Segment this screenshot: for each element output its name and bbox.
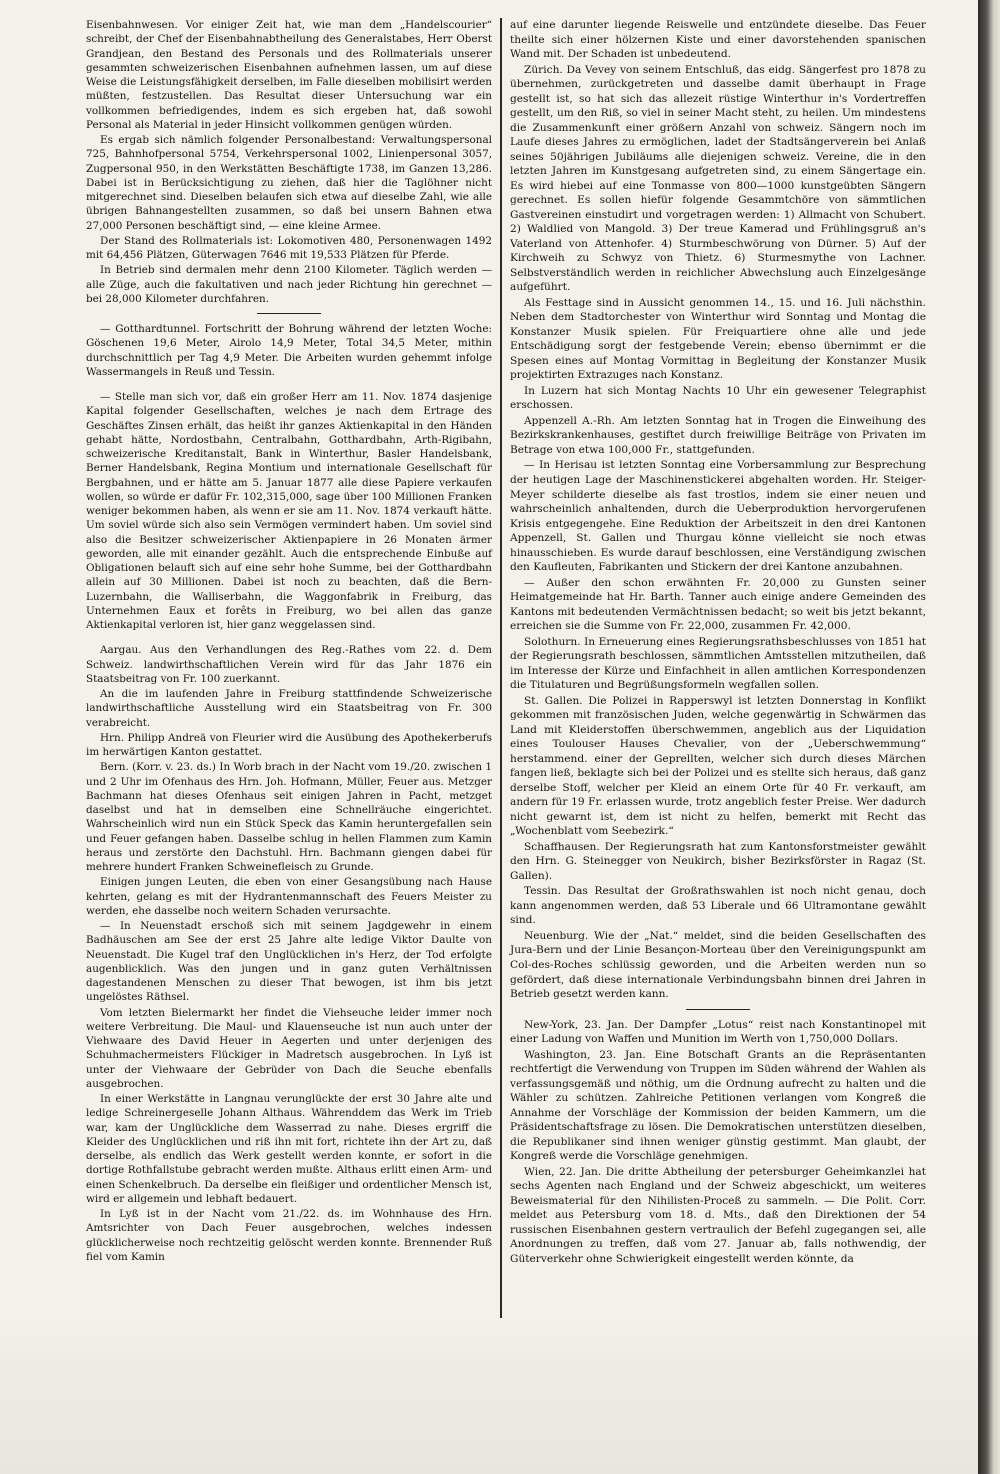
article-festtage: Als Festtage sind in Aussicht genommen 14., 15. und 16. Juli nächsthin. Neben dem Stadtorchester von Winterthur wird Sonntag und Montag die Konstanzer Musik spielen. Für Freiquartiere ohne alle und jede Entschädigung sorgt der festgebende Verein; ebenso übernimmt er die Spesen eines auf Montag Vormittag in Begleitung der Konstanzer Musik projektirten Extrazuges nach Konstanz. <box>510 296 926 382</box>
article-viehseuche: Vom letzten Bielermarkt her findet die Viehseuche leider immer noch weitere Verbreitung. Die Maul- und Klauenseuche ist nun auch unter der Viehwaare des David Heuer in Aegerten und unter derjenigen des Schuhmachermeisters Flückiger in Madretsch ausgebrochen. In Lyß ist unter der Viehwaare der Gebrüder von Dach die Seuche ebenfalls ausgebrochen. <box>86 1006 492 1090</box>
article-lyss: In Lyß ist in der Nacht vom 21./22. ds. im Wohnhause des Hrn. Amtsrichter von Dach Feuer ausgebrochen, welches indessen glücklicherweise noch rechtzeitig gelöscht werden konnte. Brennender Ruß fiel vom Kamin <box>86 1208 492 1263</box>
article-aargau: Aargau. Aus den Verhandlungen des Reg.-Rathes vom 22. d. Dem Schweiz. landwirthschaftlichen Verein wird für das Jahr 1876 ein Staatsbeitrag von Fr. 100 zuerkannt. <box>86 644 492 685</box>
column-divider <box>500 18 502 1318</box>
article-aktienkapital: — Stelle man sich vor, daß ein großer Herr am 11. Nov. 1874 dasjenige Kapital folgender Gesellschaften, welches je nach dem Ertrage des Geschäftes Zinsen erhält, das heißt ihr ganzes Aktienkapital in den Händen gehabt hätte, Nordostbahn, Centralbahn, Gotthardbahn, Arth-Rigibahn, schweizerische Kreditanstalt, Bank in Winterthur, Basler Handelsbank, Berner Handelsbank, Regina Montium und internationale Gesellschaft für Bergbahnen, und er hätte am 5. Januar 1877 alle diese Papiere verkaufen wollen, so würde er dafür Fr. 102,315,000, sage über 100 Millionen Franken weniger bekommen haben, als wenn er sie am 11. Nov. 1874 verkauft hätte. Um soviel würde sich also sein Vermögen vermindert haben. Um soviel sind also die Besitzer schweizerischer Aktienpapiere in 26 Monaten ärmer geworden, alle mit einander gezählt. Auch die entsprechende Einbuße auf Obligationen belauft sich auf eine sehr hohe Summe, bei der Gotthardbahn allein auf 30 Millionen. Dabei ist noch zu beachten, daß die Bern-Luzernbahn, die Walliserbahn, die Waggonfabrik in Freiburg, das Unternehmen Eaux et forêts in Freiburg, wo bei allen das ganze Aktienkapital verloren ist, hier ganz weggelassen sind. <box>86 391 492 631</box>
article-lyss-continued: auf eine darunter liegende Reiswelle und entzündete dieselbe. Das Feuer theilte sich einer hölzernen Kiste und einer davorstehenden spanischen Wand mit. Der Schaden ist unbedeutend. <box>510 19 926 61</box>
article-tanner: — Außer den schon erwähnten Fr. 20,000 zu Gunsten seiner Heimatgemeinde hat Hr. Barth. Tanner auch einige andere Gemeinden des Kantons mit bedeutenden Vermächtnissen bedacht; so weit bis jetzt bekannt, erreichen sie die Summe von Fr. 22,000, zusammen Fr. 42,000. <box>510 576 926 633</box>
article-neuenburg: Neuenburg. Wie der „Nat.“ meldet, sind die beiden Gesellschaften des Jura-Bern und der Linie Besançon-Morteau über den Vereinigungspunkt am Col-des-Roches schlüssig geworden, und die Arbeiten werden nun so gefördert, daß diese internationale Verbindungsbahn binnen drei Jahren in Betrieb gesetzt werden kann. <box>510 929 926 1001</box>
article-rollmaterial: Der Stand des Rollmaterials ist: Lokomotiven 480, Personenwagen 1492 mit 64,456 Plätzen, Güterwagen 7646 mit 19,533 Plätzen für Pferde. <box>86 234 492 261</box>
article-herisau: — In Herisau ist letzten Sonntag eine Vorbersammlung zur Besprechung der heutigen Lage der Maschinenstickerei abgehalten worden. Hr. Steiger-Meyer schilderte dieselbe als fast trostlos, indem sie einer neuen und wahrscheinlich anhaltenden, durch die Ueberproduktion hervorgerufenen Krisis entgegengehe. Eine Reduktion der Arbeitszeit in den drei Kantonen Appenzell, St. Gallen und Thurgau könne vielleicht sie noch etwas hinausschieben. Es wurde darauf beschlossen, eine Verständigung zwischen den Kaufleuten, Fabrikanten und Stickern der drei Kantone anzubahnen. <box>510 459 926 574</box>
article-apotheker: Hrn. Philipp Andreä von Fleurier wird die Ausübung des Apothekerberufs im herwärtigen Kanton gestattet. <box>86 731 492 758</box>
separator-rule <box>257 313 321 314</box>
article-schaffhausen: Schaffhausen. Der Regierungsrath hat zum Kantonsforstmeister gewählt den Hrn. G. Steinegger von Neukirch, bisher Bezirksförster in Ragaz (St. Gallen). <box>510 840 926 882</box>
spacer <box>86 380 492 390</box>
article-st-gallen: St. Gallen. Die Polizei in Rapperswyl ist letzten Donnerstag in Konflikt gekommen mit französischen Juden, welche gegenwärtig in Schwärmen das Land mit Kleiderstoffen überschwemmen, angeblich aus der Liquidation eines Toulouser Hauses Chevalier, von der „Ueberschwemmung“ herstammend. einer der Geprellten, welcher sich durch dieses Märchen fangen ließ, beklagte sich bei der Polizei und es stellte sich heraus, daß ganz derselbe Stoff, welcher per Kleid an einem Orte für 40 Fr. verkauft, am andern für 19 Fr. erlassen wurde, trotz angeblich fester Preise. Wer dadurch nicht gewarnt ist, dem ist nicht zu helfen, bemerkt mit Recht das „Wochenblatt vom Seebezirk.“ <box>510 694 926 838</box>
article-luzern: In Luzern hat sich Montag Nachts 10 Uhr ein gewesener Telegraphist erschossen. <box>510 384 926 412</box>
article-ausstellung: An die im laufenden Jahre in Freiburg stattfindende Schweizerische landwirthschaftliche Ausstellung wird ein Staatsbeitrag von Fr. 300 verabreicht. <box>86 688 492 729</box>
article-washington: Washington, 23. Jan. Eine Botschaft Grants an die Repräsentanten rechtfertigt die Verwendung von Truppen im Süden während der Wahlen als verfassungsgemäß und nöthig, um die Ordnung aufrecht zu halten und die Wähler zu schützen. Zahlreiche Petitionen verlangen vom Kongreß die Annahme der Vorschläge der Kommission der beiden Kammern, um die Präsidentschaftsfrage zu lösen. Die Demokratischen unterstützen dieselben, die Republikaner sind ihnen weniger günstig gestimmt. Man glaubt, der Kongreß werde die Vorschläge genehmigen. <box>510 1048 926 1163</box>
separator-rule <box>686 1009 750 1010</box>
article-appenzell: Appenzell A.-Rh. Am letzten Sonntag hat in Trogen die Einweihung des Bezirkskrankenhauses, gestiftet durch freiwillige Beiträge von Privaten im Betrage von etwa 100,000 Fr., stattgefunden. <box>510 414 926 456</box>
scan-edge <box>978 0 1000 1474</box>
page-bottom-margin <box>0 1318 978 1474</box>
article-gotthardtunnel: — Gotthardtunnel. Fortschritt der Bohrung während der letzten Woche: Göschenen 19,6 Meter, Airolo 14,9 Meter, Total 34,5 Meter, mithin durchschnittlich per Tag 4,9 Meter. Die Arbeiten wurden gehemmt infolge Wassermangels in Reuß und Tessin. <box>86 323 492 378</box>
article-neuenstadt: — In Neuenstadt erschoß sich mit seinem Jagdgewehr in einem Badhäuschen am See der erst 25 Jahre alte ledige Viktor Daulte von Neuenstadt. Die Kugel traf den Unglücklichen in's Herz, der Tod erfolgte augenblicklich. Was den jungen und in ganz guten Verhältnissen dagestandenen Menschen zu dieser That bewogen, ist ihm bis jetzt ungelöstes Räthsel. <box>86 920 492 1004</box>
article-tessin: Tessin. Das Resultat der Großrathswahlen ist noch nicht genau, doch kann angenommen werden, daß 53 Liberale und 66 Ultramontane gewählt sind. <box>510 885 926 927</box>
left-column <box>86 18 492 1265</box>
article-zuerich: Zürich. Da Vevey von seinem Entschluß, das eidg. Sängerfest pro 1878 zu übernehmen, zurückgetreten und dasselbe damit überhaupt in Frage gestellt ist, so hat sich das allezeit rüstige Winterthur in's Vordertreffen gestellt, um den Riß, so viel in seiner Macht steht, zu heilen. Um mindestens die Zusammenkunft einer größern Anzahl von schweiz. Sängern noch im Laufe dieses Jahres zu ermöglichen, ladet der Stadtsängerverein bei Anlaß seines 50jährigen Jubiläums alle diejenigen schweiz. Vereine, die in den letzten Jahren im Kunstgesang aufgetreten sind, zu einem Sängertage ein. Es wird hiebei auf eine Tonmasse von 800—1000 kunstgeübten Sängern gerechnet. Es sollen hiefür folgende Gesammtchöre von sämmtlichen Gastvereinen einstudirt und vorgetragen werden: 1) Allmacht von Schubert. 2) Waldlied von Mangold. 3) Der treue Kamerad und Frühlingsgruß an's Vaterland von Attenhofer. 4) Sturmbeschwörung von Dürner. 5) Auf der Kirchweih zu Schwyz von Thietz. 6) Sturmesmythe von Lachner. Selbstverständlich werden in reichlicher Abwechslung auch Einzelgesänge aufgeführt. <box>510 63 926 294</box>
article-betrieb: In Betrieb sind dermalen mehr denn 2100 Kilometer. Täglich werden — alle Züge, auch die fakultativen und nach jeder Richtung hin gerechnet — bei 28,000 Kilometer durchfahren. <box>86 264 492 305</box>
article-bern-worb: Bern. (Korr. v. 23. ds.) In Worb brach in der Nacht vom 19./20. zwischen 1 und 2 Uhr im Ofenhaus des Hrn. Joh. Hofmann, Müller, Feuer aus. Metzger Bachmann hat dieses Ofenhaus seit einigen Jahren in Pacht, metzget daselbst und hat in demselben eine Schnellräuche eingerichtet. Wahrscheinlich wird nun ein Stück Speck das Kamin heruntergefallen sein und Feuer gefangen haben. Dasselbe schlug in hellen Flammen zum Kamin heraus und zerstörte den Dachstuhl. Hrn. Bachmann giengen dabei für mehrere hundert Franken Schweinefleisch zu Grunde. <box>86 761 492 873</box>
article-hydranten: Einigen jungen Leuten, die eben von einer Gesangsübung nach Hause kehrten, gelang es mit der Hydrantenmannschaft des Feuers Meister zu werden, ehe dasselbe noch weitern Schaden verursachte. <box>86 876 492 917</box>
article-wien: Wien, 22. Jan. Die dritte Abtheilung der petersburger Geheimkanzlei hat sechs Agenten nach England und der Schweiz abgeschickt, um weiteres Beweismaterial für den Nihilisten-Proceß zu sammeln. — Die Polit. Corr. meldet aus Petersburg vom 18. d. Mts., daß den Direktionen der 54 russischen Eisenbahnen gestern vertraulich der Befehl zugegangen sei, alle Anordnungen zu treffen, daß vom 27. Januar ab, falls nothwendig, der Güterverkehr ohne Schwierigkeit eingestellt werden könnte, da <box>510 1165 926 1265</box>
article-new-york: New-York, 23. Jan. Der Dampfer „Lotus“ reist nach Konstantinopel mit einer Ladung von Waffen und Munition im Werth von 1,750,000 Dollars. <box>510 1018 926 1046</box>
right-column <box>510 18 926 1267</box>
spacer <box>86 633 492 643</box>
article-personalbestand: Es ergab sich nämlich folgender Personalbestand: Verwaltungspersonal 725, Bahnhofpersonal 5754, Verkehrspersonal 1002, Linienpersonal 3057, Zugpersonal 950, in den Werkstätten Beschäftigte 1738, im Ganzen 13,286. Dabei ist in Berücksichtigung zu ziehen, daß hier die Taglöhner nicht mitgerechnet sind. Dieselben belaufen sich etwa auf dieselbe Zahl, wie alle übrigen Bahnangestellten zusammen, so daß bei unsern Bahnen etwa 27,000 Personen beschäftigt sind, — eine kleine Armee. <box>86 134 492 232</box>
article-eisenbahnwesen: Eisenbahnwesen. Vor einiger Zeit hat, wie man dem „Handelscourier“ schreibt, der Chef der Eisenbahnabtheilung des Generalstabes, Herr Oberst Grandjean, den Bestand des Personals und des Rollmaterials unserer gesammten schweizerischen Eisenbahnen aufnehmen lassen, um auf diese Weise die Leistungsfähigkeit derselben, im Falle dieselben mobilisirt werden müßten, festzustellen. Das Resultat dieser Untersuchung war ein vollkommen befriedigendes, indem es sich ergeben hat, daß sowohl Personal als Material in jeder Hinsicht vollkommen genügen würden. <box>86 19 492 131</box>
article-solothurn: Solothurn. In Erneuerung eines Regierungsrathsbeschlusses von 1851 hat der Regierungsrath beschlossen, sämmtlichen Amtsstellen mitzutheilen, daß im Interesse der Kürze und Einfachheit in allen amtlichen Korrespondenzen die Titulaturen und Begrüßungsformeln wegfallen sollen. <box>510 635 926 692</box>
article-langnau: In einer Werkstätte in Langnau verunglückte der erst 30 Jahre alte und ledige Schreinergeselle Johann Althaus. Währenddem das Werk im Trieb war, kam der Unglückliche dem Wasserrad zu nahe. Dieses ergriff die Kleider des Unglücklichen und riß ihn mit fort, richtete ihn der Art zu, daß derselbe, als endlich das Werk gestellt werden konnte, er sofort in die dortige Rothfallstube gebracht werden mußte. Althaus erlitt einen Arm- und einen Schenkelbruch. Da derselbe ein fleißiger und ordentlicher Mensch ist, wird er allgemein und lebhaft bedauert. <box>86 1093 492 1205</box>
